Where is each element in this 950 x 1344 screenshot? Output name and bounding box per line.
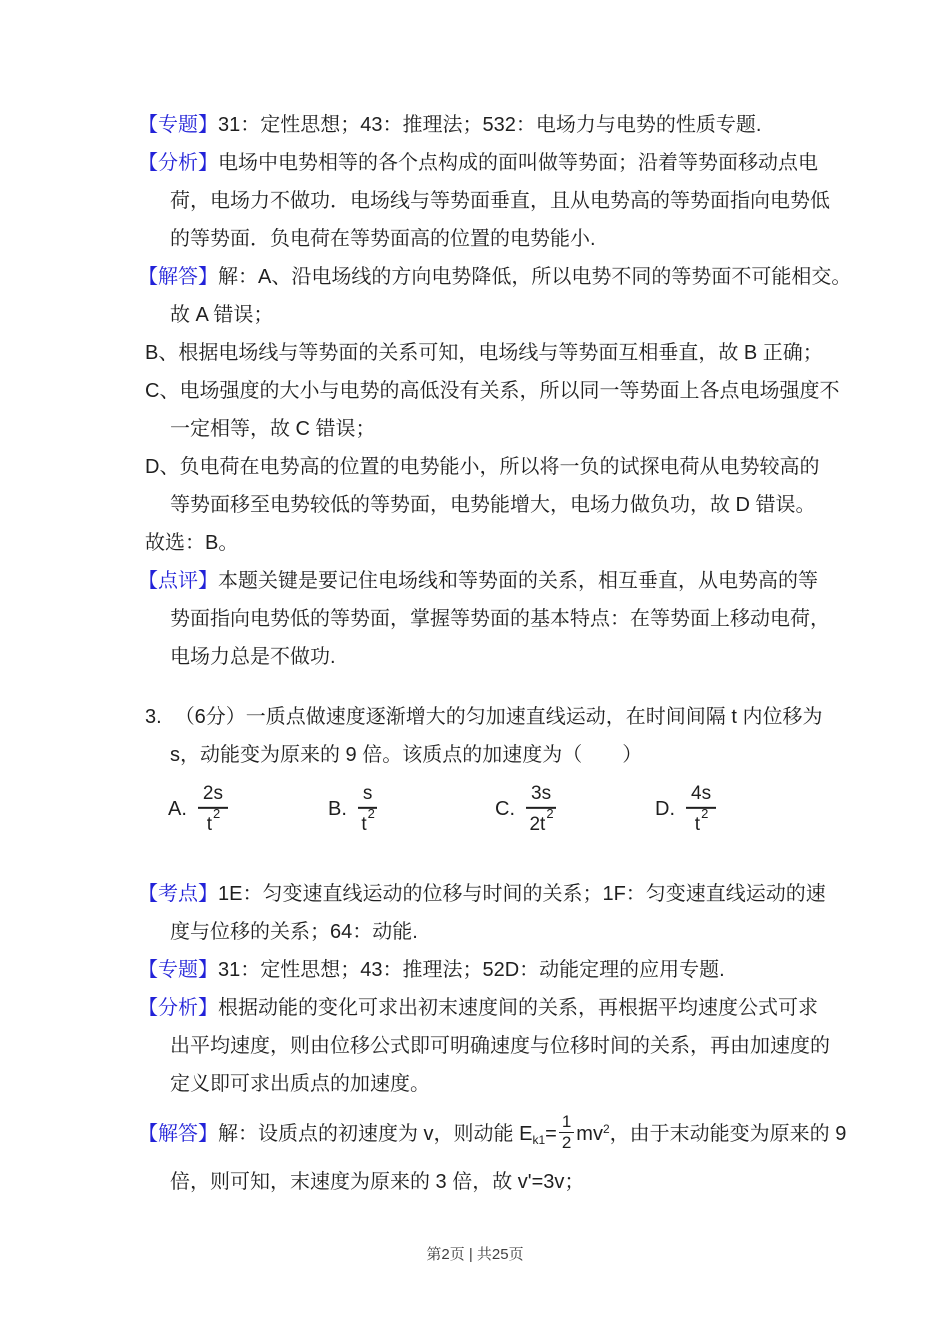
p2-answer-line-2: 故 A 错误；: [170, 304, 274, 326]
option-c-numerator: 3s: [526, 784, 556, 809]
p2-answer-line-5: 一定相等，故 C 错误；: [170, 418, 376, 440]
p2-answer-line-3: B、根据电场线与等势面的关系可知，电场线与等势面互相垂直，故 B 正确；: [145, 342, 823, 364]
fraction-denominator: 2: [561, 1133, 572, 1153]
p2-comment-line-2: 势面指向电势低的等势面，掌握等势面的基本特点：在等势面上移动电荷，: [170, 608, 830, 630]
p2-answer-text-1: 解：A、沿电场线的方向电势降低，所以电势不同的等势面不可能相交。: [218, 266, 852, 288]
option-b-exponent: 2: [367, 805, 375, 821]
q3-topic-line: [138, 951, 850, 989]
concept-label: 【考点】: [138, 883, 218, 905]
option-b-numerator: s: [358, 784, 378, 809]
mv-term: mv: [576, 1123, 603, 1145]
option-a-fraction: [198, 784, 228, 834]
q3-options-row: [138, 776, 850, 842]
fraction-numerator: 1: [559, 1113, 574, 1133]
p2-answer-line-7: 等势面移至电势较低的等势面，电势能增大，电场力做负功，故 D 错误。: [170, 494, 816, 516]
option-d-exponent: 2: [701, 805, 709, 821]
option-a-exponent: 2: [212, 805, 221, 821]
option-a-letter: A.: [168, 797, 187, 820]
option-c-denominator: $2t^2$: [529, 805, 554, 836]
p2-answer-conclusion: 故选：B。: [145, 532, 239, 554]
answer-label: 【解答】: [138, 266, 218, 288]
q3-concept-text-1: 1E：匀变速直线运动的位移与时间的关系；1F：匀变速直线运动的速: [218, 883, 826, 905]
p2-answer-line-6: D、负电荷在电势高的位置的电势能小，所以将一负的试探电荷从电势较高的: [145, 456, 820, 478]
answer-label: 【解答】: [138, 1123, 218, 1145]
p2-analysis-line-2: 荷，电场力不做功．电场线与等势面垂直，且从电势高的等势面指向电势低: [170, 190, 830, 212]
option-b-denominator: $t^2$: [361, 805, 375, 836]
option-d-fraction: [686, 784, 716, 834]
option-b-letter: B.: [328, 797, 347, 820]
option-c-exponent: 2: [546, 805, 554, 821]
option-d-letter: D.: [655, 797, 675, 820]
analysis-label: 【分析】: [138, 997, 218, 1019]
option-c-letter: C.: [495, 797, 515, 820]
p2-comment-line-3: 电场力总是不做功.: [170, 646, 336, 668]
q3-analysis-line-3: 定义即可求出质点的加速度。: [170, 1073, 430, 1095]
p2-analysis-line-3: 的等势面．负电荷在等势面高的位置的电势能小.: [170, 228, 596, 250]
option-a-denominator: $t^2$: [206, 805, 221, 836]
kinetic-energy-subscript: k1: [532, 1133, 546, 1147]
q3-concept-line-2: 度与位移的关系；64：动能.: [170, 921, 418, 943]
analysis-label: 【分析】: [138, 152, 218, 174]
p2-analysis-line-1: [138, 144, 850, 182]
p2-comment-line-1: [138, 562, 850, 600]
q3-option-c: [495, 784, 556, 834]
p2-answer-line-4: C、电场强度的大小与电势的高低没有关系，所以同一等势面上各点电场强度不: [145, 380, 840, 402]
option-d-denominator: $t^2$: [694, 805, 709, 836]
q3-answer-line-1: [138, 1103, 850, 1155]
option-d-numerator: 4s: [686, 784, 716, 809]
p2-answer-line-1: [138, 258, 850, 296]
q3-number: 3.: [145, 706, 162, 728]
q3-stem-text-1: （6分）一质点做速度逐渐增大的匀加速直线运动，在时间间隔 t 内位移为: [174, 706, 823, 728]
p2-topic-text: 31：定性思想；43：推理法；532：电场力与电势的性质专题.: [218, 114, 762, 136]
topic-label: 【专题】: [138, 959, 218, 981]
option-b-fraction: [358, 784, 378, 834]
option-a-numerator: 2s: [198, 784, 228, 809]
comment-label: 【点评】: [138, 570, 218, 592]
topic-label: 【专题】: [138, 114, 218, 136]
q3-answer-line-2: 倍，则可知，末速度为原来的 3 倍，故 v'=3v；: [170, 1171, 585, 1193]
option-c-fraction: [526, 784, 556, 834]
q3-analysis-text-1: 根据动能的变化可求出初末速度间的关系，再根据平均速度公式可求: [218, 997, 818, 1019]
q3-option-d: [655, 784, 716, 834]
q3-option-a: [168, 784, 228, 834]
equals-sign: =: [545, 1123, 557, 1145]
one-half-fraction: [559, 1113, 574, 1152]
p2-topic-line: [138, 106, 850, 144]
q3-concept-line-1: [138, 875, 850, 913]
q3-option-b: [328, 784, 377, 834]
q3-answer-post: ，由于末动能变为原来的 9: [609, 1123, 847, 1145]
q3-analysis-line-1: [138, 989, 850, 1027]
p2-analysis-text-1: 电场中电势相等的各个点构成的面叫做等势面；沿着等势面移动点电: [218, 152, 818, 174]
q3-stem-line-2: s，动能变为原来的 9 倍。该质点的加速度为（ ）: [170, 744, 643, 766]
q3-analysis-line-2: 出平均速度，则由位移公式即可明确速度与位移时间的关系，再由加速度的: [170, 1035, 830, 1057]
p2-comment-text-1: 本题关键是要记住电场线和等势面的关系，相互垂直，从电势高的等: [218, 570, 818, 592]
q3-topic-text: 31：定性思想；43：推理法；52D：动能定理的应用专题.: [218, 959, 725, 981]
q3-stem-line-1: [145, 698, 850, 736]
q3-answer-pre: 解：设质点的初速度为 v，则动能 E: [218, 1123, 533, 1145]
page-footer: 第2页 | 共25页: [426, 1246, 524, 1263]
document-content: [138, 106, 850, 1201]
mv-exponent: 2: [602, 1122, 610, 1136]
